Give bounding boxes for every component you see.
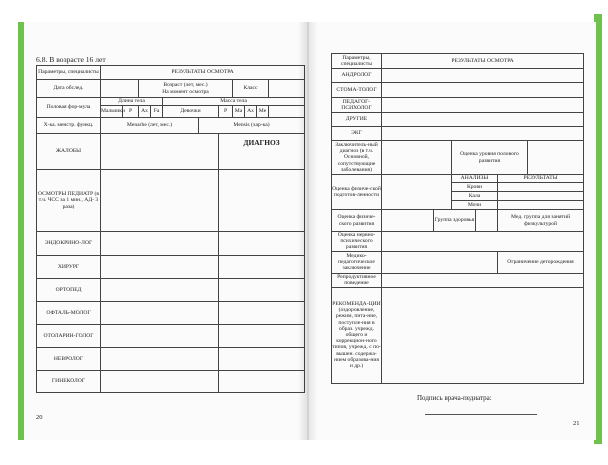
girls-label: Девочки bbox=[163, 106, 219, 118]
psychologist-label: ПЕДАГОГ-ПСИХОЛОГ bbox=[332, 98, 382, 113]
sex-formula-label: Половая фор-мула bbox=[37, 98, 101, 118]
analyses-results-label: РЕЗУЛЬТАТЫ bbox=[498, 175, 584, 183]
neuro-label: Оценка нервно-психического развития bbox=[332, 232, 382, 252]
complaints-field[interactable] bbox=[101, 134, 219, 170]
me-cell[interactable]: Me bbox=[257, 106, 269, 118]
recommendations-field[interactable] bbox=[382, 287, 584, 383]
medped-label: Медико-педагогическое заключение bbox=[332, 251, 382, 273]
specialist-result-field[interactable] bbox=[101, 371, 219, 393]
physical-assess-label: Оценка физиче-ского развития bbox=[332, 210, 382, 232]
urine-field[interactable] bbox=[498, 201, 584, 210]
specialist-result-field[interactable] bbox=[101, 232, 219, 256]
pediatric-exam-field[interactable] bbox=[101, 170, 219, 232]
results-header: РЕЗУЛЬТАТЫ ОСМОТРА bbox=[382, 54, 584, 69]
others-field[interactable] bbox=[382, 113, 584, 127]
repro-label: Репродуктивное поведение bbox=[332, 273, 382, 287]
urine-label: Мочи bbox=[452, 201, 498, 210]
dentist-label: СТОМА-ТОЛОГ bbox=[332, 83, 382, 98]
psychologist-field[interactable] bbox=[382, 98, 584, 113]
right-page bbox=[307, 22, 596, 440]
results-table bbox=[331, 53, 584, 384]
page-number: 21 bbox=[573, 420, 580, 427]
medped-field[interactable] bbox=[382, 251, 498, 273]
specialist-diagnosis-field[interactable] bbox=[219, 256, 305, 279]
diagnosis-header: ДИАГНОЗ bbox=[219, 134, 305, 170]
signature-line[interactable] bbox=[425, 414, 537, 415]
exam-date-label: Дата обслед. bbox=[37, 80, 101, 98]
specialist-diagnosis-field[interactable] bbox=[219, 348, 305, 371]
blood-label: Крови bbox=[452, 183, 498, 192]
specialist-result-field[interactable] bbox=[101, 348, 219, 371]
physical-prep-label: Оценка физиче-ской подготов-ленности bbox=[332, 175, 382, 210]
others-label: ДРУГИЕ bbox=[332, 113, 382, 127]
specialist-diagnosis-field[interactable] bbox=[219, 232, 305, 256]
params-label: Параметры, специалисты bbox=[332, 54, 382, 69]
page-heading: 6.8. В возрасте 16 лет bbox=[36, 55, 106, 64]
menstr-label: Х-ка. менстр. функц. bbox=[37, 118, 101, 134]
health-group-label: Группа здоровья bbox=[434, 210, 476, 232]
signature-label: Подпись врача-педиатра: bbox=[417, 394, 492, 402]
sexual-dev-field[interactable] bbox=[528, 141, 584, 175]
exam-date-field[interactable] bbox=[101, 80, 139, 98]
book-gutter bbox=[298, 22, 318, 440]
body-length-label: Длина тела bbox=[101, 98, 163, 106]
pediatric-exam-label: ОСМОТРЫ ПЕДИАТР (в т.ч. ЧСС за 1 мин., АД- 3 раза) bbox=[37, 170, 101, 232]
p-cell[interactable]: P bbox=[123, 106, 139, 118]
mensis-label: Mensis (хар-ка) bbox=[199, 118, 305, 134]
ma-cell[interactable]: Ma bbox=[233, 106, 245, 118]
repro-field[interactable] bbox=[382, 273, 584, 287]
final-diagnosis-field[interactable] bbox=[382, 141, 452, 175]
class-label: Класс bbox=[233, 80, 269, 98]
left-page bbox=[24, 22, 307, 440]
boys-label: Мальчики bbox=[101, 106, 123, 118]
med-group-label: Мед. группа для занятий физкультурой bbox=[498, 210, 584, 232]
health-group-field[interactable] bbox=[476, 210, 498, 232]
restriction-label: Ограничение деторождения bbox=[498, 251, 584, 273]
specialist-result-field[interactable] bbox=[101, 256, 219, 279]
params-label: Параметры, специалисты bbox=[37, 66, 101, 80]
specialist-diagnosis-field[interactable] bbox=[219, 371, 305, 393]
specialist-label: ХИРУРГ bbox=[37, 256, 101, 279]
specialist-label: ГИНЕКОЛОГ bbox=[37, 371, 101, 393]
exam-form-table bbox=[36, 65, 305, 393]
specialist-diagnosis-field[interactable] bbox=[219, 325, 305, 348]
dentist-field[interactable] bbox=[382, 83, 584, 98]
sexual-dev-label: Оценка уровня полового развития bbox=[452, 141, 528, 175]
specialist-result-field[interactable] bbox=[101, 325, 219, 348]
booklet-spread bbox=[24, 22, 600, 440]
physical-assess-field[interactable] bbox=[382, 210, 434, 232]
recommendations-label: РЕКОМЕНДА-ЦИИ (оздоровление, режим, пита-ние, поступле-ния в образ. учрежд. общего и коррекцион-ного типов, учрежд. с по-вышен. содержа-нием образова-ния и др.) bbox=[332, 287, 382, 383]
complaints-label: ЖАЛОБЫ bbox=[37, 134, 101, 170]
ax-girls-cell[interactable]: Ax bbox=[245, 106, 257, 118]
blood-field[interactable] bbox=[498, 183, 584, 192]
andrologist-label: АНДРОЛОГ bbox=[332, 69, 382, 83]
stool-label: Кала bbox=[452, 192, 498, 201]
specialist-diagnosis-field[interactable] bbox=[219, 302, 305, 325]
stool-field[interactable] bbox=[498, 192, 584, 201]
p-girls-cell[interactable]: P bbox=[219, 106, 233, 118]
analyses-label: АНАЛИЗЫ bbox=[452, 175, 498, 183]
specialist-diagnosis-field[interactable] bbox=[219, 279, 305, 302]
andrologist-field[interactable] bbox=[382, 69, 584, 83]
ecg-field[interactable] bbox=[382, 127, 584, 141]
pediatric-diagnosis-field[interactable] bbox=[219, 170, 305, 232]
specialist-label: НЕВРОЛОГ bbox=[37, 348, 101, 371]
final-diagnosis-label: Заключитель-ный диагноз (в т.ч. Основной, сопутствующие заболевания) bbox=[332, 141, 382, 175]
specialist-label: ОРТОПЕД bbox=[37, 279, 101, 302]
results-header: РЕЗУЛЬТАТЫ ОСМОТРА bbox=[101, 66, 305, 80]
physical-prep-field[interactable] bbox=[382, 175, 452, 210]
specialist-label: ОФТАЛЬ-МОЛОГ bbox=[37, 302, 101, 325]
ax-cell[interactable]: Ax bbox=[139, 106, 151, 118]
page-number: 20 bbox=[36, 414, 43, 421]
fa-cell[interactable]: Fa bbox=[151, 106, 163, 118]
age-cell: Возраст (лет, мес.) На момент осмотра bbox=[139, 80, 233, 98]
specialist-result-field[interactable] bbox=[101, 279, 219, 302]
menarhe-label: Menarhe (лет, мес.) bbox=[101, 118, 199, 134]
neuro-field[interactable] bbox=[382, 232, 584, 252]
body-mass-label: Масса тела bbox=[163, 98, 305, 106]
specialist-result-field[interactable] bbox=[101, 302, 219, 325]
ecg-label: ЭКГ bbox=[332, 127, 382, 141]
specialist-label: ЭНДОКРИНО-ЛОГ bbox=[37, 232, 101, 256]
specialist-label: ОТОЛАРИН-ГОЛОГ bbox=[37, 325, 101, 348]
